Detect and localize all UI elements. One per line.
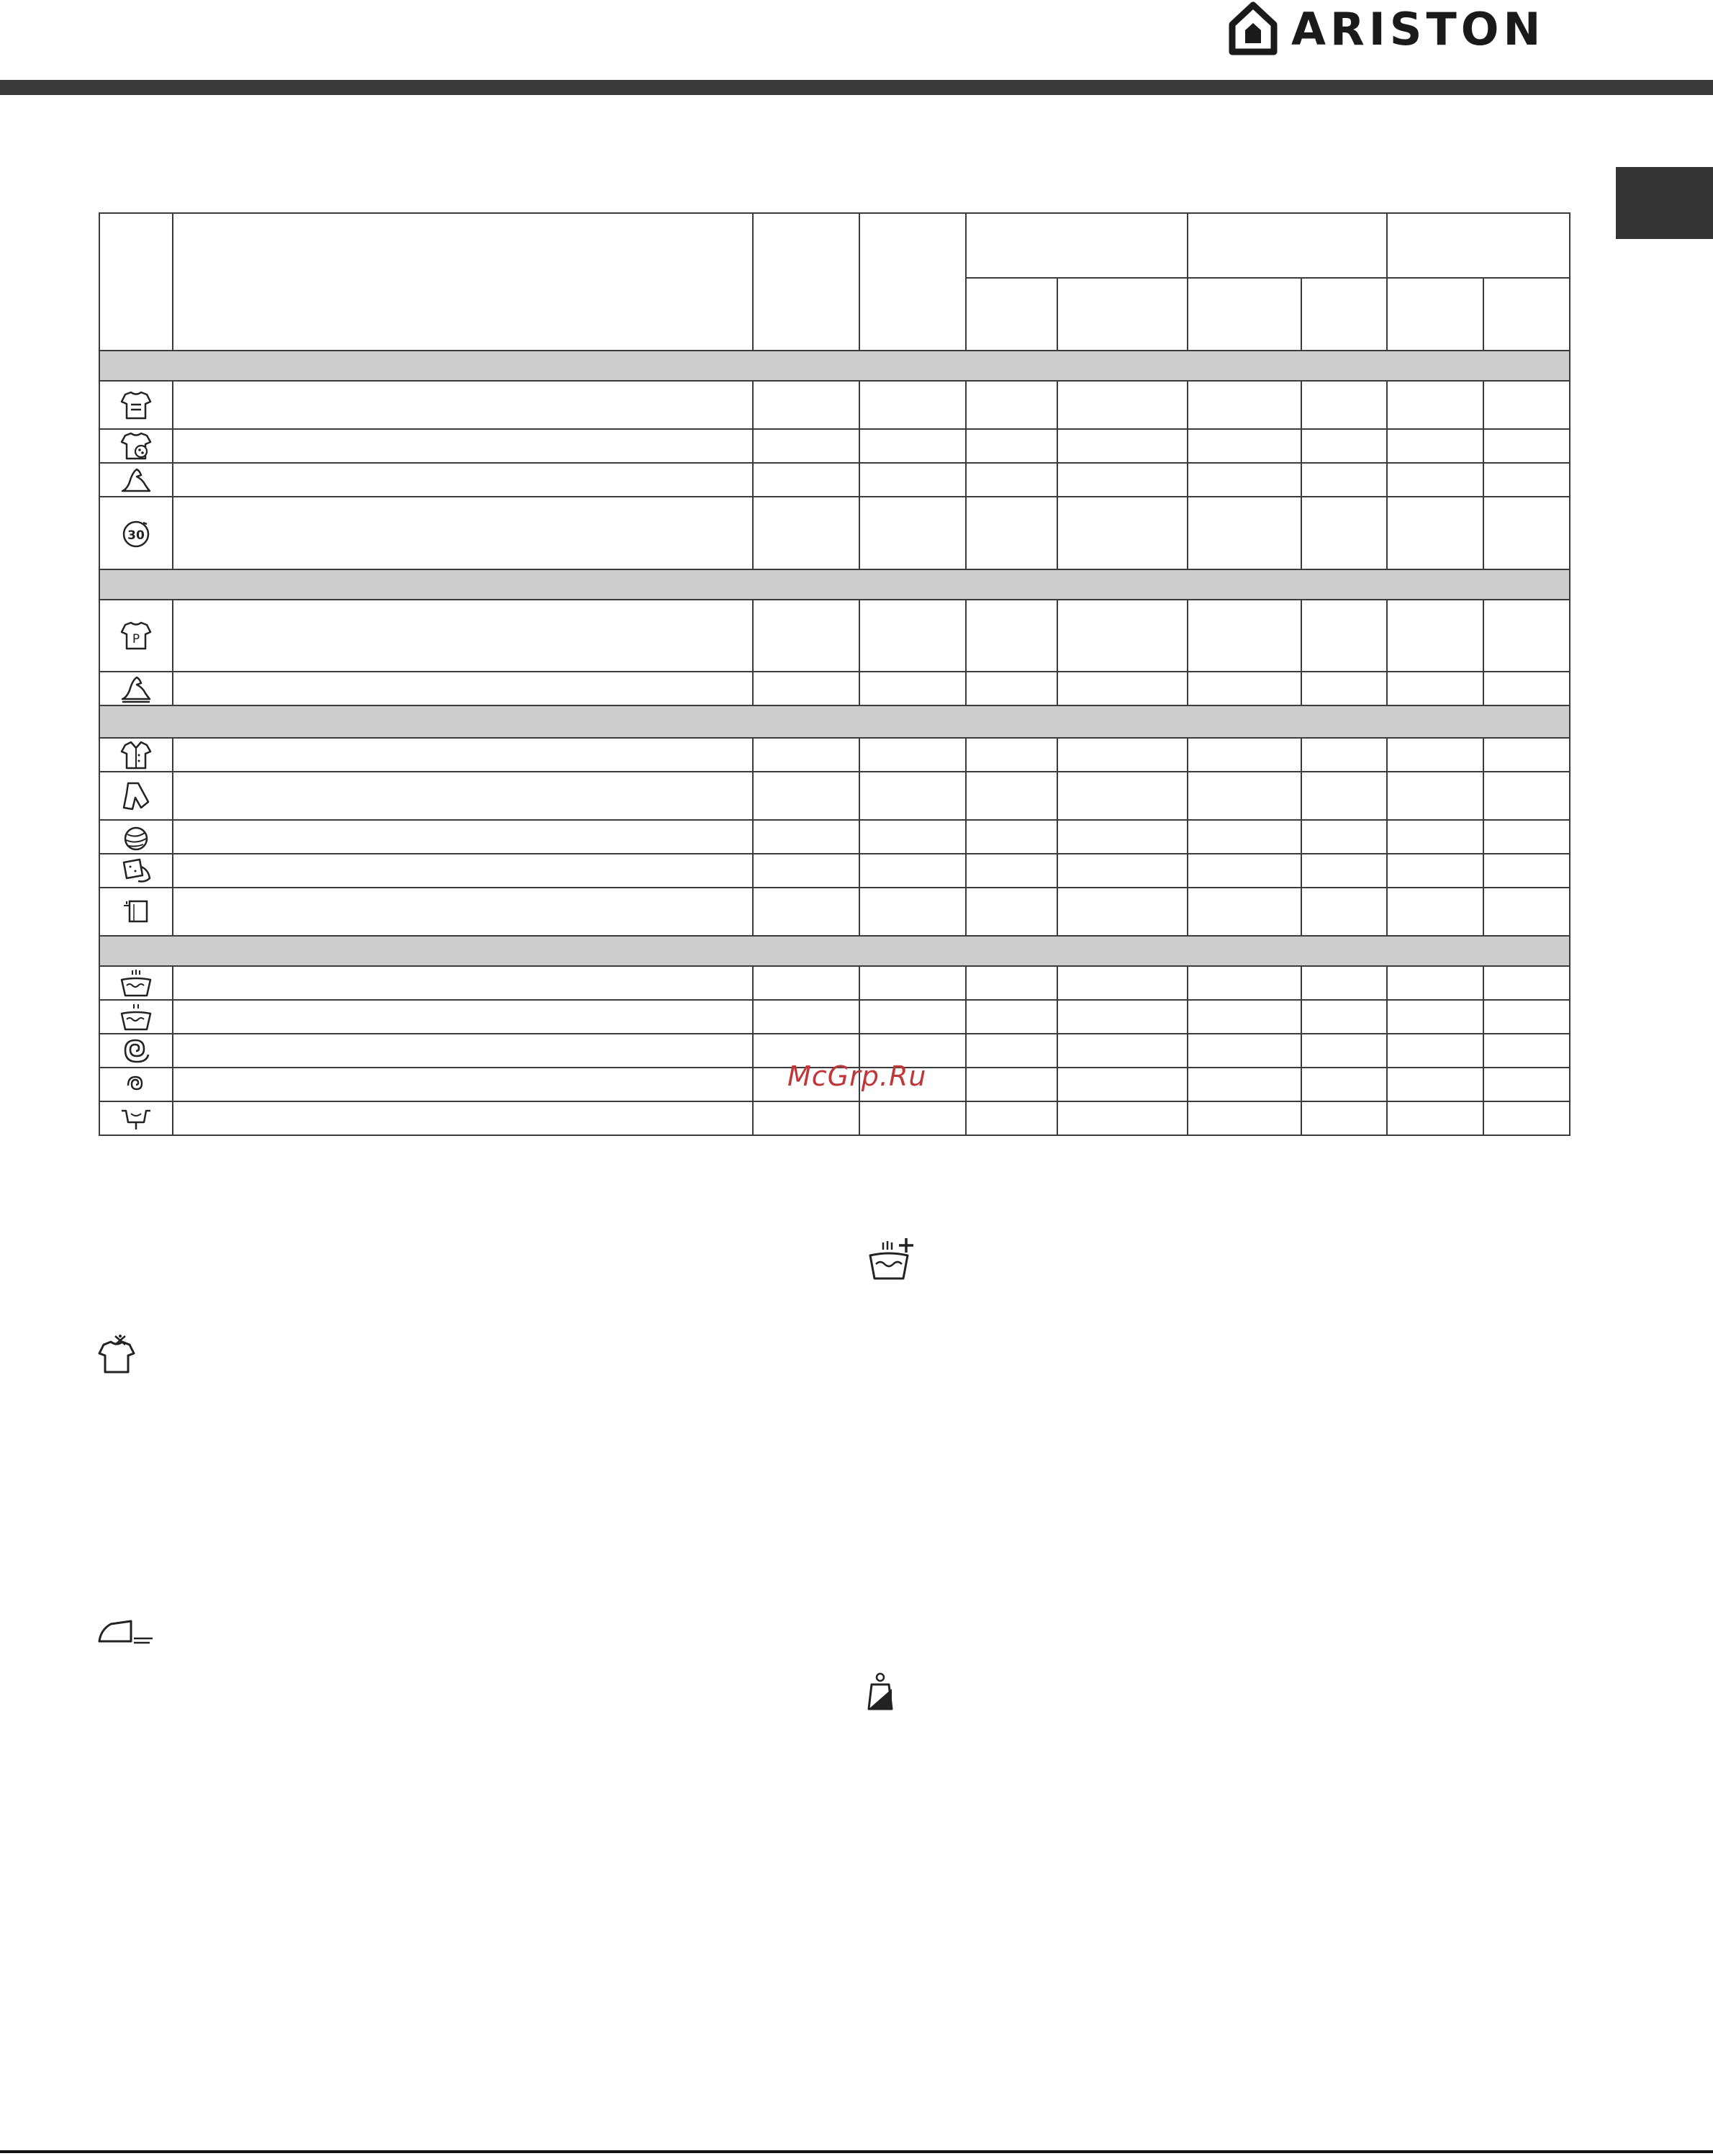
watermark: McGrp.Ru [787,1060,927,1092]
sports-shoes-icon [119,897,153,927]
table-row [99,738,1570,772]
subheader-cell [1188,278,1301,351]
table-row [99,1000,1570,1034]
subheader-cell [1483,278,1570,351]
group-row-cotton [99,351,1570,381]
light-spin-icon [119,1070,153,1100]
cotton-light-icon [119,466,153,494]
header-cell [753,213,859,351]
drain-icon [118,1105,154,1132]
table-row [99,463,1570,497]
header-cell-icon [99,213,173,351]
header-cell-program [173,213,753,351]
header-cell [859,213,966,351]
jeans-icon [119,780,153,812]
table-row [99,854,1570,888]
table-row [99,672,1570,705]
subheader-cell [966,278,1057,351]
spin-icon [119,1036,153,1066]
svg-text:P: P [132,632,140,646]
easy-iron-shirt-icon [96,1333,140,1376]
synthetic-icon [119,621,153,651]
programs-table [99,212,1570,1136]
header-rule [0,80,1713,95]
table-row [99,1101,1570,1135]
group-row-special [99,705,1570,738]
cotton-stains-icon [119,432,153,461]
brand-name: ARISTON [1291,2,1545,55]
table-row [99,966,1570,1000]
rinse-light-icon [118,1002,154,1032]
shirts-icon [119,741,153,770]
rinse-icon [118,968,154,998]
subheader-cell [1301,278,1387,351]
table-row [99,772,1570,820]
table-row [99,600,1570,672]
header-group-cell [966,213,1188,278]
table-row [99,888,1570,936]
half-load-weight-icon [866,1672,895,1712]
language-tab-marker [1616,167,1713,239]
group-row-partial-programs [99,936,1570,966]
wool-icon [119,823,153,852]
quick-30-icon [119,517,153,550]
house-logo-icon [1228,1,1278,56]
subheader-cell [1057,278,1188,351]
footer-rule [0,2150,1713,2153]
extra-rinse-icon [867,1235,921,1281]
delicates-icon [119,857,153,885]
table-row [99,381,1570,429]
cotton-icon [119,390,153,420]
header-group-cell [1387,213,1570,278]
table-row [99,820,1570,854]
subheader-cell [1387,278,1483,351]
iron-icon [96,1617,154,1646]
group-row-synthetic [99,569,1570,600]
brand-header [1228,0,1545,58]
table-row [99,429,1570,463]
table-header-row [99,213,1570,278]
table-row [99,497,1570,569]
synthetic-light-icon [119,675,153,703]
header-group-cell [1188,213,1387,278]
svg-text:30: 30 [127,528,145,543]
